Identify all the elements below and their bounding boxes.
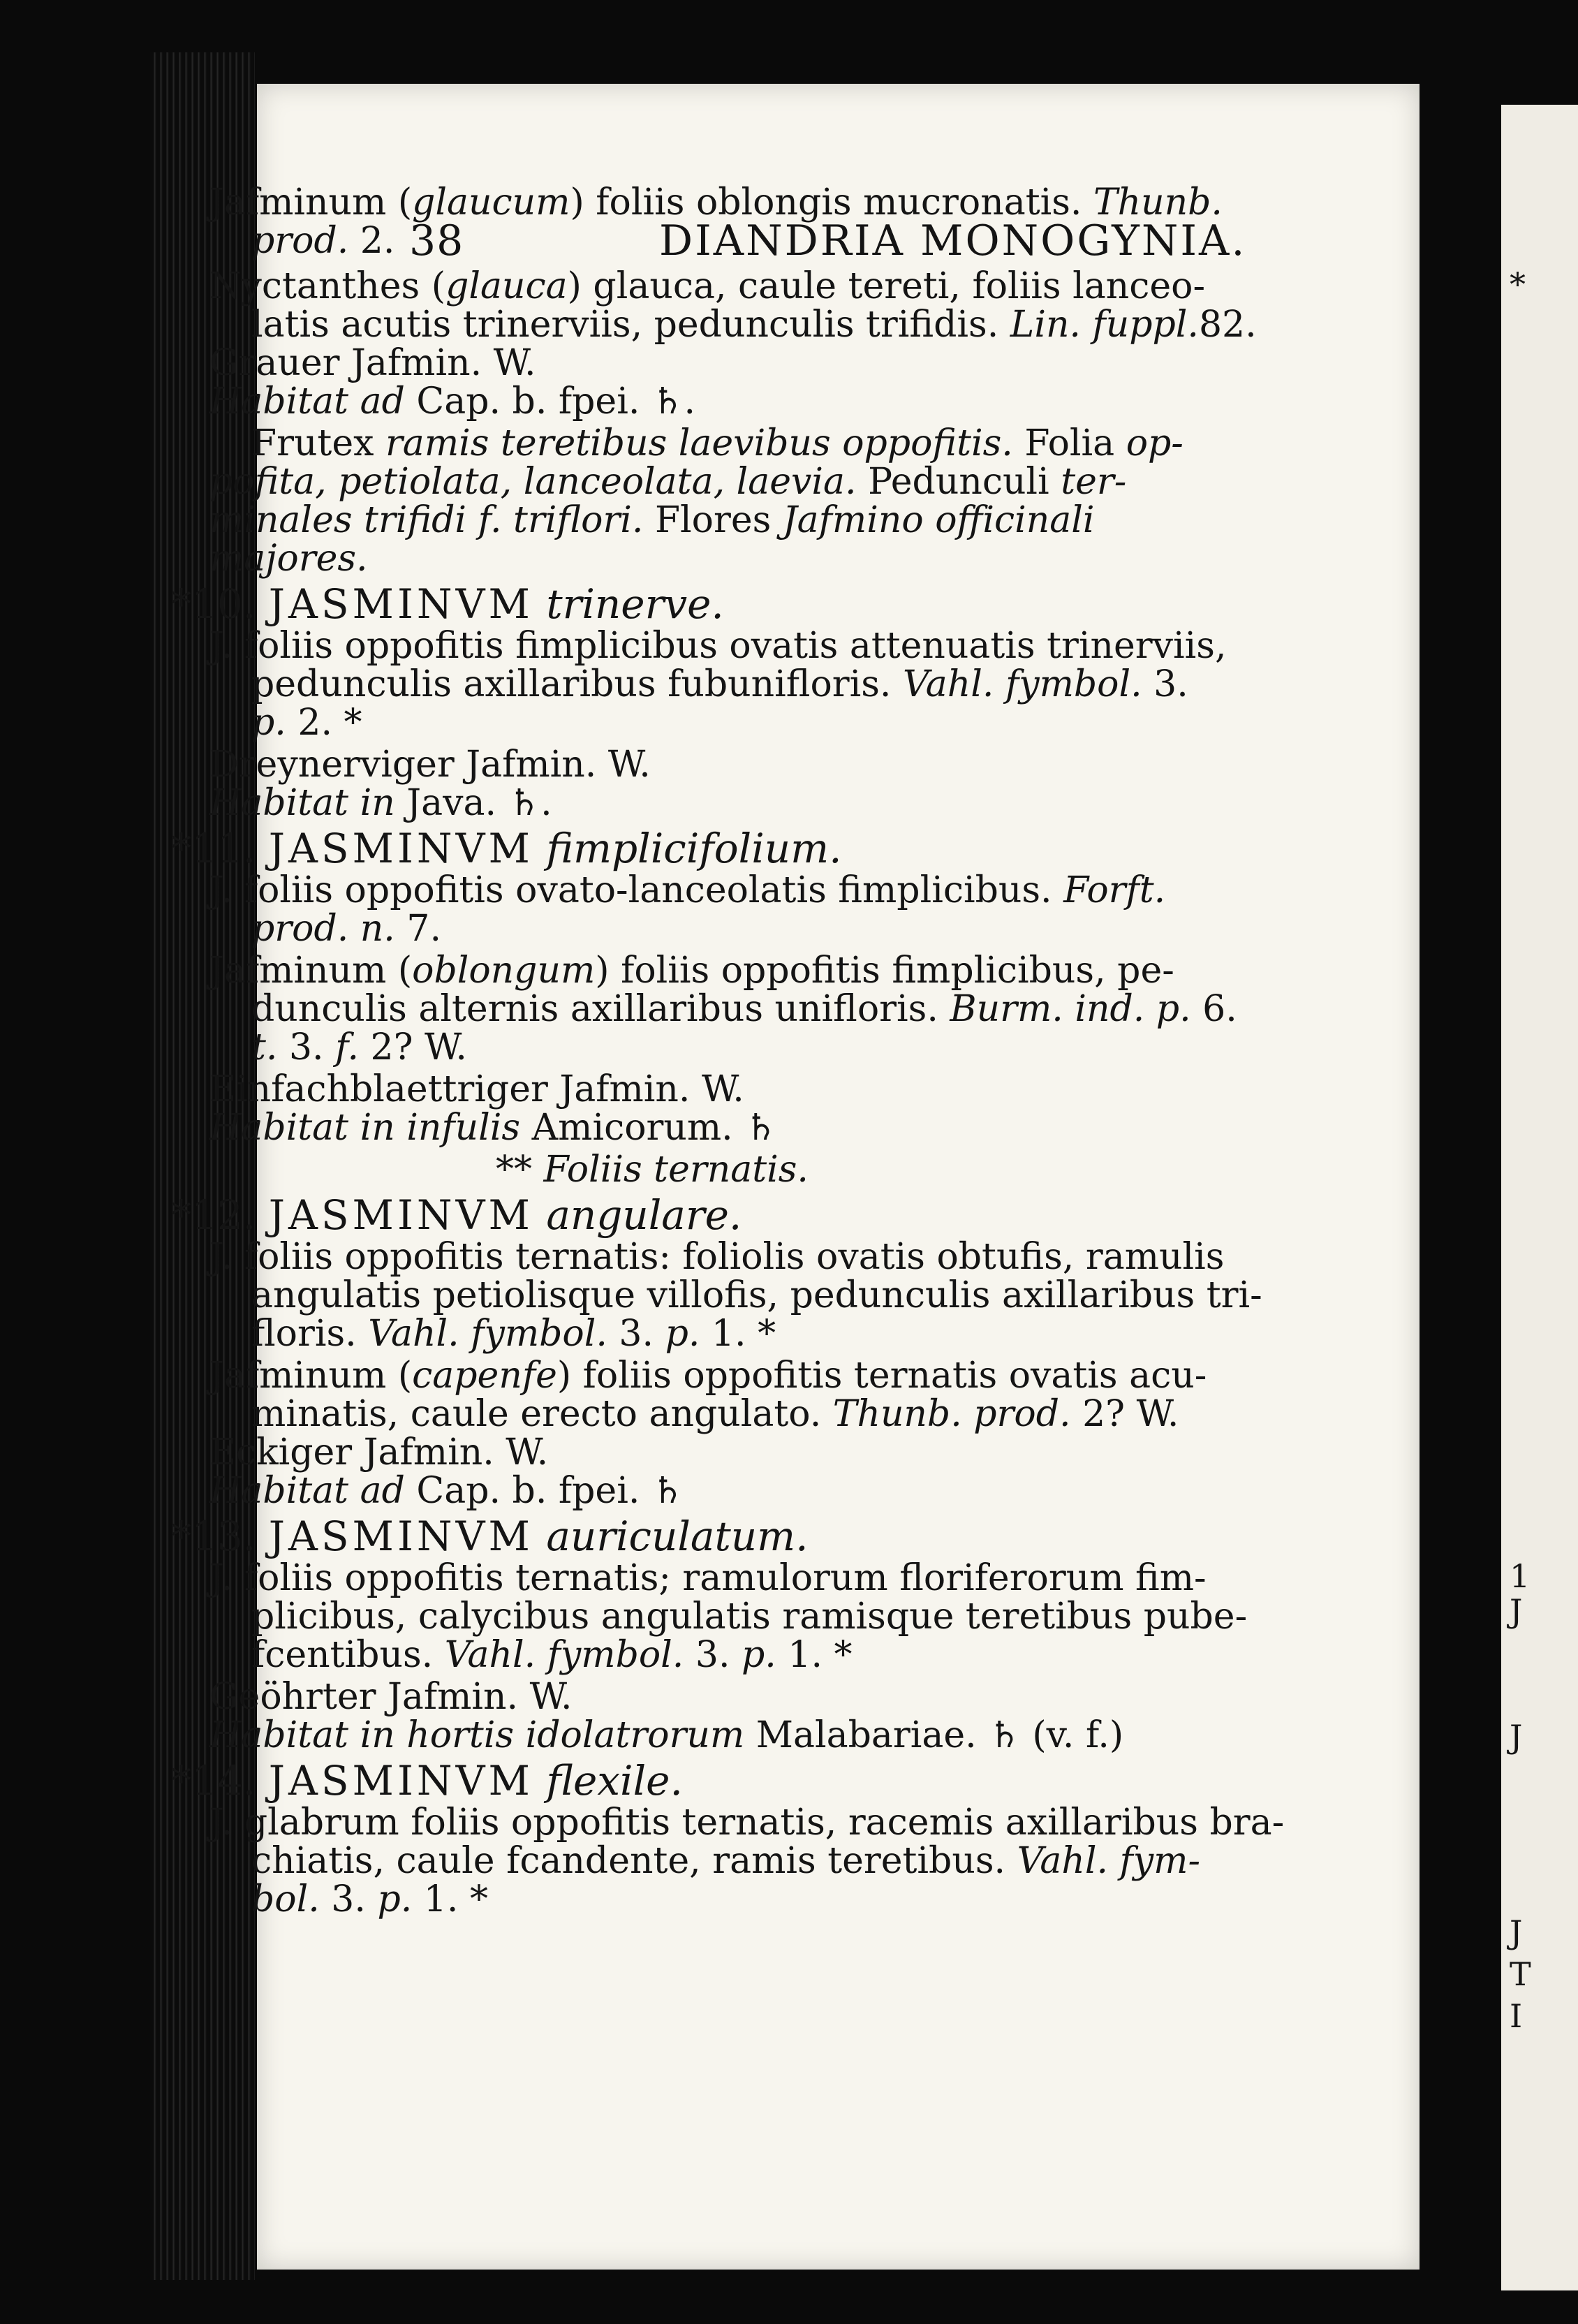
text-span: Frutex [251,422,385,464]
text-line [251,1634,853,1676]
text-line [209,869,1165,911]
italic-text: oblongum [412,950,596,992]
text-line [209,744,651,786]
text-line [209,1470,684,1512]
text-span: Eckiger Jafmin. W. [209,1432,549,1473]
text-line [251,1274,1262,1316]
text-span: dunculis alternis axillaribus unifloris. [251,988,950,1030]
genus-name: JASMINVM [268,825,533,872]
book-page [171,84,1420,2270]
text-span: 2. [348,220,395,262]
italic-text: pofita, petiolata, lanceolata, laevia. [209,461,857,503]
italic-text: bol. [251,1878,320,1920]
text-span: pedunculis axillaribus fubunifloris. [251,663,903,705]
text-span: *14. [171,1757,269,1804]
text-line [251,220,394,262]
text-line [251,908,441,950]
text-span: Einfachblaettriger Jafmin. W. [209,1068,744,1110]
italic-text: p. [251,702,286,744]
text-span: Jafminum ( [209,950,413,992]
italic-text: glauca [445,265,568,307]
italic-text: capenfe [412,1355,557,1397]
text-span: 3. [1142,663,1188,705]
text-span: Cap. b. fpei. ♄ [404,1470,684,1512]
text-line [251,1840,1200,1882]
text-line [209,1557,1207,1599]
text-span: minatis, caule erecto angulato. [251,1393,833,1435]
facing-page-fragment: J [1510,1718,1523,1756]
italic-text: Vahl. fym- [1017,1840,1201,1882]
text-line [171,825,842,872]
text-line [251,1878,488,1920]
italic-text: minales trifidi f. triflori. [209,499,644,541]
text-span: Java. ♄. [394,782,552,824]
text-span: 1. * [412,1878,488,1920]
text-line [209,265,1205,307]
text-line [209,342,536,384]
text-line [209,625,1227,667]
text-line [251,304,1257,346]
text-span: 1. * [776,1634,853,1676]
text-span: ) foliis oblongis mucronatis. [570,182,1093,223]
italic-text: Habitat in [209,782,395,824]
text-line [171,580,724,628]
italic-text: Foliis ternatis. [543,1149,809,1191]
italic-text: Thunb. [1093,182,1223,223]
text-span: 2? W. [359,1027,467,1068]
text-line [496,1149,809,1191]
text-span: J. foliis oppofitis ternatis; ramulorum floriferorum fim- [209,1557,1207,1599]
italic-text: flexile. [546,1757,683,1804]
text-line [251,1393,1179,1435]
italic-text: p. [742,1634,776,1676]
running-title: DIANDRIA MONOGYNIA. [659,216,1247,265]
facing-page-fragment: T [1510,1955,1531,1993]
text-span: chiatis, caule fcandente, ramis teretibus. [251,1840,1017,1882]
facing-page-fragment: I [1510,1997,1523,2035]
text-span: *12. [171,1191,269,1239]
italic-text: angulare. [546,1191,742,1239]
text-span: fcentibus. [251,1634,445,1676]
text-span: ) foliis oppofitis ternatis ovatis acu- [556,1355,1207,1397]
text-span: *11. [171,825,269,872]
italic-text: majores. [209,538,368,580]
italic-text: Jafmino officinali [782,499,1095,541]
text-span: Grauer Jafmin. W. [209,342,536,384]
text-line [209,461,1126,503]
text-span: Folia [1012,422,1126,464]
text-span: J. glabrum foliis oppofitis ternatis, racemis axillaribus bra- [209,1802,1285,1844]
text-line [209,1432,548,1473]
text-span: 3. [684,1634,742,1676]
italic-text: fimplicifolium. [546,825,842,872]
text-span: Nyctanthes ( [209,265,446,307]
text-line [251,1313,776,1355]
italic-text: Vahl. fymbol. [444,1634,684,1676]
italic-text: p. [665,1313,700,1355]
text-span: latis acutis trinerviis, pedunculis trifidis. [251,304,1010,346]
text-span: Pedunculi [856,461,1061,503]
text-span: ) glauca, caule tereti, foliis lanceo- [567,265,1206,307]
italic-text: ramis teretibus laevibus oppofitis. [385,422,1013,464]
genus-name: JASMINVM [268,1757,533,1804]
text-line [251,1027,467,1068]
italic-text: Thunb. prod. [832,1393,1071,1435]
italic-text: auriculatum. [546,1513,809,1560]
genus-name: JASMINVM [268,1191,533,1239]
text-span: Dreynerviger Jafmin. W. [209,744,651,786]
text-span: Flores [643,499,783,541]
text-line [209,182,1223,223]
text-span: J. foliis oppofitis ovato-lanceolatis fimplicibus. [209,869,1064,911]
facing-page-fragment: J [1510,1592,1523,1630]
text-span [533,1757,546,1804]
text-span: *13. [171,1513,269,1560]
italic-text: ter- [1061,461,1127,503]
italic-text: Vahl. fymbol. [368,1313,607,1355]
italic-text: prod. [251,220,349,262]
italic-text: glaucum [412,182,570,223]
text-line [209,538,368,580]
text-line [171,1757,683,1804]
italic-text: Lin. fuppl. [1010,304,1199,346]
text-line [171,1191,742,1239]
text-span: ) foliis oppofitis fimplicibus, pe- [595,950,1174,992]
facing-page-edge [1501,105,1578,2290]
text-span: Malabariae. ♄ (v. f.) [744,1714,1124,1756]
text-line [209,1802,1284,1844]
text-line [251,663,1188,705]
text-line [209,1236,1224,1278]
text-line [209,1714,1123,1756]
page-header [409,216,1247,265]
text-line [251,422,1184,464]
italic-text: Habitat in infulis [209,1107,521,1149]
text-span: angulatis petiolisque villofis, pedunculis axillaribus tri- [251,1274,1262,1316]
text-span: Jafminum ( [209,182,413,223]
text-line [209,950,1174,992]
text-span: Cap. b. fpei. ♄. [404,381,696,422]
text-span: *10. [171,580,269,628]
facing-page-fragment: * [1510,265,1526,303]
italic-text: prod. n. [251,908,395,950]
text-span: floris. [251,1313,369,1355]
italic-text: Habitat ad [209,381,405,422]
text-span: J. foliis oppofitis fimplicibus ovatis attenuatis trinerviis, [209,625,1227,667]
text-span [533,580,546,628]
page-number: 38 [409,216,464,265]
italic-text: Burm. ind. p. [950,988,1191,1030]
text-span: J. foliis oppofitis ternatis: foliolis ovatis obtufis, ramulis [209,1236,1225,1278]
italic-text: f. [335,1027,360,1068]
italic-text: Forft. [1063,869,1166,911]
italic-text: op- [1126,422,1184,464]
text-span: Amicorum. ♄ [520,1107,777,1149]
italic-text: Habitat ad [209,1470,405,1512]
text-span [533,825,546,872]
text-line [251,988,1237,1030]
text-line [209,1676,573,1718]
text-line [251,1596,1247,1638]
text-line [209,1355,1207,1397]
text-span: Geöhrter Jafmin. W. [209,1676,573,1718]
text-line [209,782,552,824]
text-line [209,499,1094,541]
facing-page-fragment: J [1510,1913,1523,1951]
genus-name: JASMINVM [268,580,533,628]
italic-text: Vahl. fymbol. [902,663,1142,705]
text-span: 82. [1198,304,1257,346]
italic-text: Habitat in hortis idolatrorum [209,1714,745,1756]
italic-text: p. [377,1878,413,1920]
text-span: 1. * [700,1313,776,1355]
italic-text: t. [251,1027,278,1068]
text-span [533,1191,546,1239]
text-line [209,381,695,422]
text-span: 2? W. [1070,1393,1179,1435]
text-span: 2. * [286,702,362,744]
text-span [533,1513,546,1560]
genus-name: JASMINVM [268,1513,533,1560]
text-span: 3. [607,1313,665,1355]
text-span: 7. [394,908,441,950]
text-line [171,1513,809,1560]
text-line [251,702,362,744]
text-span: Jafminum ( [209,1355,413,1397]
text-span: 3. [319,1878,378,1920]
text-span: 6. [1190,988,1237,1030]
text-span: 3. [277,1027,336,1068]
facing-page-fragment: 1 [1510,1557,1531,1595]
text-line [209,1068,744,1110]
italic-text: trinerve. [546,580,724,628]
text-span: ** [496,1149,544,1191]
text-span: plicibus, calycibus angulatis ramisque teretibus pube- [251,1596,1248,1638]
text-line [209,1107,777,1149]
